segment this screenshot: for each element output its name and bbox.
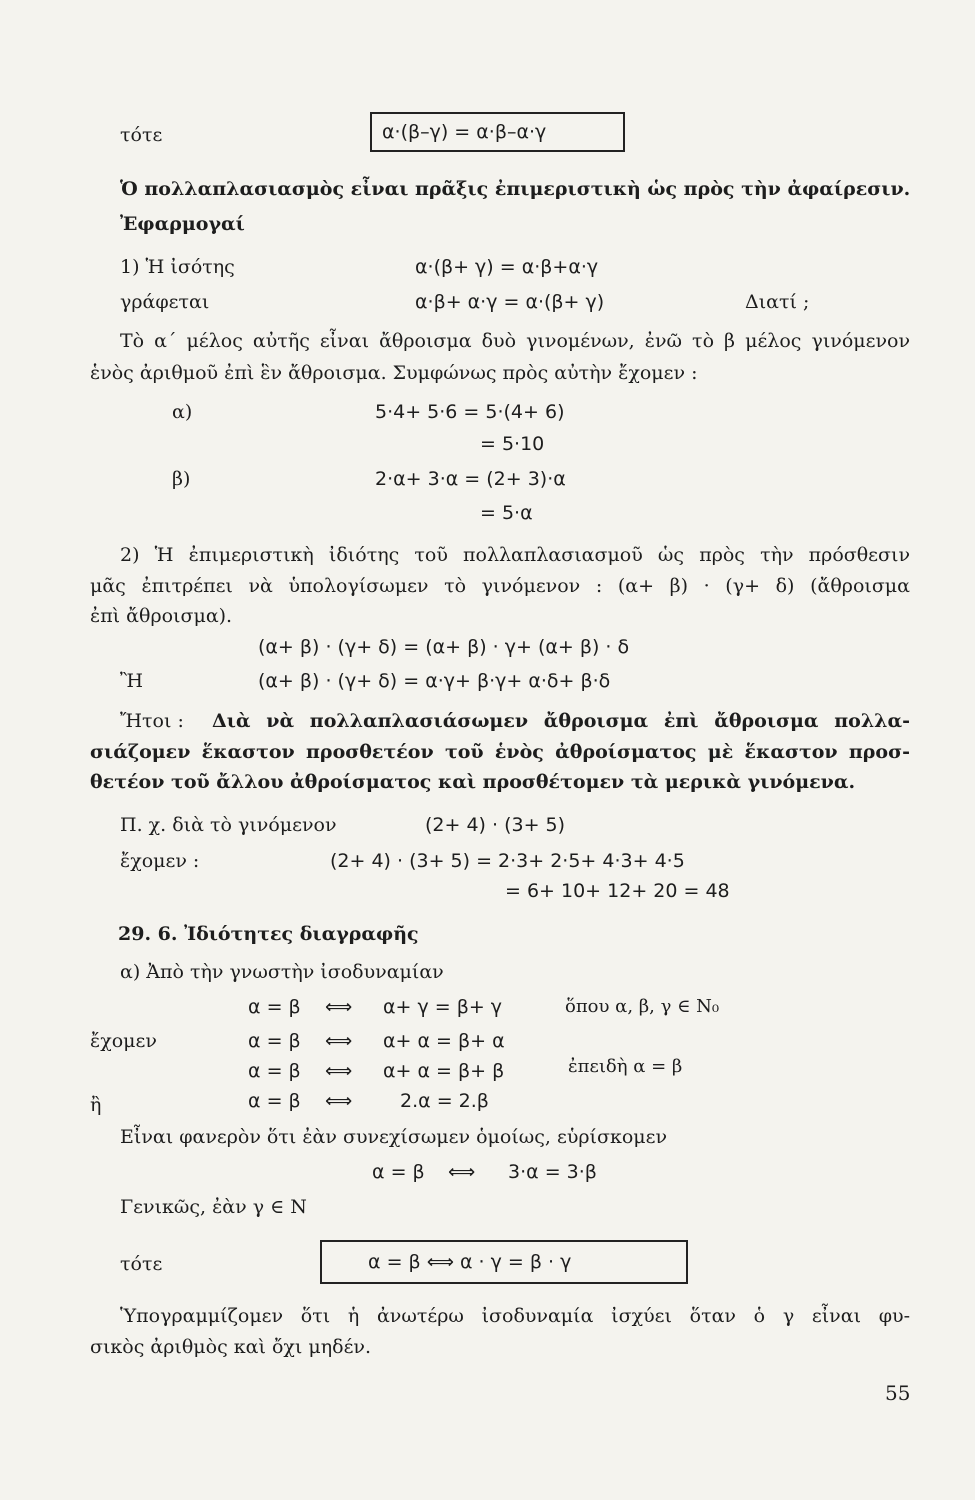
row4-left: α = β	[248, 1090, 301, 1112]
row2-left: α = β	[248, 1030, 301, 1052]
example-b-line1: 2·α+ 3·α = (2+ 3)·α	[375, 468, 566, 490]
boxed-formula-distributive-subtraction: α·(β–γ) = α·β–α·γ	[382, 121, 547, 143]
htoi-label: Ἤτοι :	[120, 710, 184, 732]
app1-text-line2: ἑνὸς ἀριθμοῦ ἐπὶ ἓν ἄθροισμα. Συμφώνως πρὸς αὐτὴν ἔχομεν :	[90, 362, 698, 384]
row1-right: α+ γ = β+ γ	[383, 996, 503, 1018]
row3-note: ἐπειδὴ α = β	[568, 1056, 683, 1077]
example-product: (2+ 4) · (3+ 5)	[425, 814, 566, 836]
written-label: γράφεται	[120, 291, 210, 313]
rule-bold-line1: Διὰ νὰ πολλαπλασιάσωμεν ἄθροισμα ἐπὶ ἄθροισμα πολλα-	[212, 710, 910, 732]
app2-line3: ἐπὶ ἄθροισμα).	[90, 605, 233, 627]
rule-bold-line3: θετέον τοῦ ἄλλου ἀθροίσματος καὶ προσθέτομεν τὰ μερικὰ γινόμενα.	[90, 771, 856, 793]
app1-written-formula: α·β+ α·γ = α·(β+ γ)	[415, 291, 605, 313]
app1-label: 1) Ἡ ἰσότης	[120, 256, 235, 278]
example-a-line2: = 5·10	[480, 433, 545, 455]
row5-left: α = β	[372, 1161, 425, 1183]
example-calc2: = 6+ 10+ 12+ 20 = 48	[505, 880, 730, 902]
example-b-label: β)	[172, 468, 191, 490]
app1-formula: α·(β+ γ) = α·β+α·γ	[415, 256, 599, 278]
example-b-line2: = 5·α	[480, 502, 533, 524]
app2-line2: μᾶς ἐπιτρέπει νὰ ὑπολογίσωμεν τὸ γινόμενον : (α+ β) · (γ+ δ) (ἄθροισμα	[90, 575, 910, 597]
exomen-label: ἔχομεν	[90, 1030, 157, 1052]
general-label: Γενικῶς, ἐὰν γ ∈ N	[120, 1196, 307, 1218]
example-calc1: (2+ 4) · (3+ 5) = 2·3+ 2·5+ 4·3+ 4·5	[330, 850, 685, 872]
section-title: 29. 6. Ἰδιότητες διαγραφῆς	[118, 923, 419, 945]
row1-arrow: ⟺	[325, 996, 353, 1018]
why-label: Διατί ;	[745, 291, 810, 313]
row2-arrow: ⟺	[325, 1030, 353, 1052]
continue-text: Εἶναι φανερὸν ὅτι ἐὰν συνεχίσωμεν ὁμοίως, εὑρίσκομεν	[120, 1126, 668, 1148]
rule-bold-line2: σιάζομεν ἕκαστον προσθετέον τοῦ ἑνὸς ἀθροίσματος μὲ ἕκαστον προσ-	[90, 741, 910, 763]
tote-label-2: τότε	[120, 1253, 163, 1275]
row3-left: α = β	[248, 1060, 301, 1082]
row3-arrow: ⟺	[325, 1060, 353, 1082]
page-number: 55	[885, 1381, 911, 1405]
we-have-label: ἔχομεν :	[120, 850, 200, 872]
row1-note: ὅπου α, β, γ ∈ N₀	[565, 996, 720, 1017]
row4-right: 2.α = 2.β	[400, 1090, 489, 1112]
row5-arrow: ⟺	[448, 1161, 476, 1183]
boxed-formula-cancellation: α = β ⟺ α · γ = β · γ	[368, 1251, 572, 1273]
section-a-label: α) Ἀπὸ τὴν γνωστὴν ἰσοδυναμίαν	[120, 961, 444, 983]
app2-formula1: (α+ β) · (γ+ δ) = (α+ β) · γ+ (α+ β) · δ	[258, 636, 630, 658]
row3-right: α+ α = β+ β	[383, 1060, 505, 1082]
note-line1: Ὑπογραμμίζομεν ὅτι ἡ ἀνωτέρω ἰσοδυναμία ἰσχύει ὅταν ὁ γ εἶναι φυ-	[120, 1305, 910, 1327]
app2-formula2: (α+ β) · (γ+ δ) = α·γ+ β·γ+ α·δ+ β·δ	[258, 670, 611, 692]
example-a-line1: 5·4+ 5·6 = 5·(4+ 6)	[375, 401, 565, 423]
app1-text-line1: Τὸ α΄ μέλος αὐτῆς εἶναι ἄθροισμα δυὸ γινομένων, ἐνῶ τὸ β μέλος γινόμενον	[120, 330, 910, 352]
note-line2: σικὸς ἀριθμὸς καὶ ὄχι μηδέν.	[90, 1336, 372, 1358]
example-a-label: α)	[172, 401, 193, 423]
tote-label: τότε	[120, 124, 163, 146]
applications-title: Ἐφαρμογαί	[120, 213, 245, 235]
app2-line1: 2) Ἡ ἐπιμεριστικὴ ἰδιότης τοῦ πολλαπλασιασμοῦ ὡς πρὸς τὴν πρόσθεσιν	[120, 544, 910, 566]
row1-left: α = β	[248, 996, 301, 1018]
heading-distributive-subtraction: Ὁ πολλαπλασιασμὸς εἶναι πρᾶξις ἐπιμεριστικὴ ὡς πρὸς τὴν ἀφαίρεσιν.	[120, 178, 911, 200]
row4-arrow: ⟺	[325, 1090, 353, 1112]
example-label: Π. χ. διὰ τὸ γινόμενον	[120, 814, 337, 836]
row5-right: 3·α = 3·β	[508, 1161, 597, 1183]
or-label: Ἢ	[120, 670, 144, 692]
row2-right: α+ α = β+ α	[383, 1030, 505, 1052]
or-label-2: ἢ	[90, 1094, 102, 1116]
